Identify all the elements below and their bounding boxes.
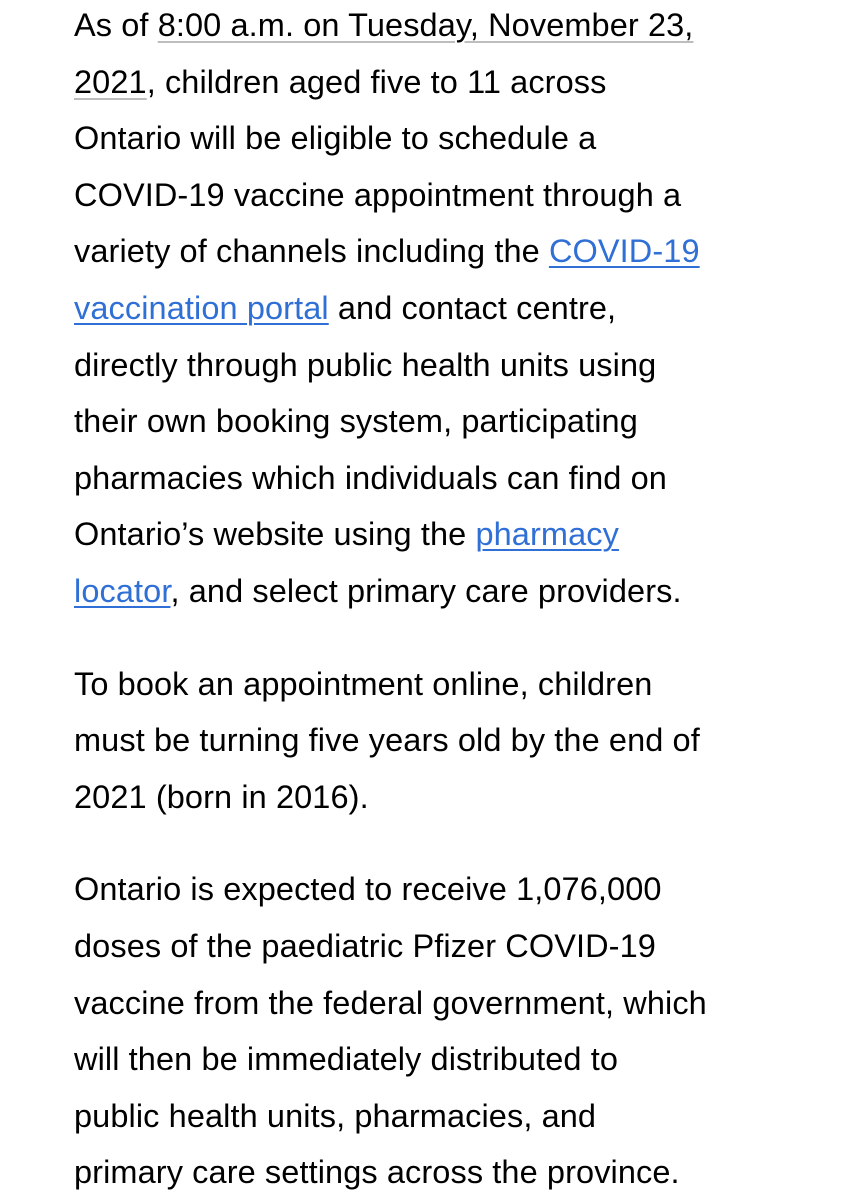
text-line: Ontario will be eligible to schedule a [74, 120, 597, 157]
text-line: must be turning five years old by the end of [74, 722, 700, 759]
text-segment: As of [74, 7, 158, 43]
pharmacy-locator-link[interactable]: pharmacy [475, 516, 619, 553]
text-line [74, 0, 794, 54]
article-body [74, 0, 794, 1201]
text-segment: variety of channels including the [74, 233, 549, 270]
text-line: pharmacies which individuals can find on [74, 459, 667, 496]
text-line: primary care settings across the province. [74, 1154, 680, 1191]
vaccination-portal-link[interactable]: COVID-19 [548, 233, 700, 270]
text-line: COVID-19 vaccine appointment through a [74, 176, 682, 213]
paragraph-spacer [74, 825, 794, 861]
text-line [74, 223, 794, 280]
text-line [74, 54, 794, 111]
eligibility-paragraph [74, 0, 794, 620]
text-line: public health units, pharmacies, and [74, 1097, 597, 1134]
text-segment: Ontario’s website using the [74, 516, 476, 553]
text-line: their own booking system, participating [74, 403, 638, 440]
vaccination-portal-link-continued[interactable]: vaccination portal [74, 289, 329, 326]
text-line: 2021 (born in 2016). [74, 778, 369, 815]
text-line [74, 280, 794, 337]
text-line [74, 563, 794, 620]
text-line: Ontario is expected to receive 1,076,000 [74, 871, 662, 908]
text-line: To book an appointment online, children [74, 665, 653, 702]
text-segment: , and select primary care providers. [170, 572, 682, 609]
text-line: vaccine from the federal government, which [74, 984, 707, 1021]
date-link[interactable]: 8:00 a.m. on Tuesday, November 23, [157, 7, 694, 43]
doses-paragraph [74, 861, 794, 1201]
date-link-continued[interactable]: 2021 [74, 63, 147, 100]
text-line: doses of the paediatric Pfizer COVID-19 [74, 927, 656, 964]
text-line: directly through public health units using [74, 346, 657, 383]
text-segment: and contact centre, [328, 289, 617, 326]
text-segment: , children aged five to 11 across [146, 63, 607, 100]
online-booking-paragraph [74, 656, 794, 826]
text-line [74, 506, 794, 563]
text-line: will then be immediately distributed to [74, 1041, 619, 1078]
paragraph-spacer [74, 620, 794, 656]
pharmacy-locator-link-continued[interactable]: locator [74, 572, 171, 609]
